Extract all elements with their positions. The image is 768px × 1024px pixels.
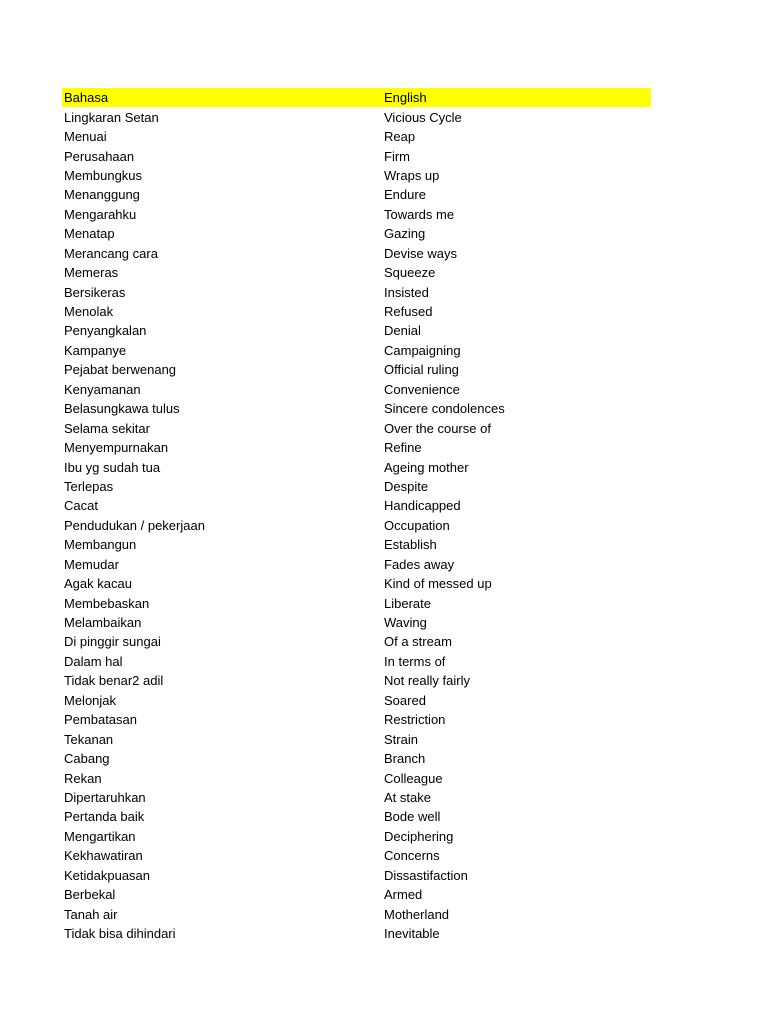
english-cell: Bode well	[384, 809, 441, 825]
bahasa-cell: Cabang	[64, 751, 110, 767]
english-cell: Handicapped	[384, 498, 461, 514]
english-cell: Not really fairly	[384, 673, 470, 689]
table-row	[62, 788, 651, 807]
table-row	[62, 846, 651, 865]
bahasa-cell: Menuai	[64, 129, 107, 145]
english-cell: Inevitable	[384, 926, 440, 942]
table-row	[62, 866, 651, 885]
english-cell: Branch	[384, 751, 426, 767]
bahasa-cell: Merancang cara	[64, 245, 158, 261]
table-row	[62, 360, 651, 379]
english-cell: Reap	[384, 129, 416, 145]
table-row	[62, 418, 651, 437]
bahasa-cell: Dalam hal	[64, 653, 123, 669]
english-cell: Refine	[384, 440, 422, 456]
bahasa-cell: Belasungkawa tulus	[64, 401, 180, 417]
bahasa-cell: Mengarahku	[64, 206, 137, 222]
bahasa-cell: Ibu yg sudah tua	[64, 459, 161, 475]
bahasa-cell: Memeras	[64, 265, 119, 281]
bahasa-cell: Pembatasan	[64, 712, 137, 728]
english-cell: At stake	[384, 789, 431, 805]
table-row	[62, 807, 651, 826]
bahasa-cell: Mengartikan	[64, 828, 136, 844]
english-cell: Squeeze	[384, 265, 436, 281]
bahasa-cell: Kampanye	[64, 342, 127, 358]
table-row	[62, 380, 651, 399]
bahasa-cell: Ketidakpuasan	[64, 867, 151, 883]
english-cell: Firm	[384, 148, 410, 164]
english-cell: Despite	[384, 478, 429, 494]
bahasa-cell: Melambaikan	[64, 615, 142, 631]
table-row	[62, 321, 651, 340]
english-cell: Devise ways	[384, 245, 457, 261]
table-body	[62, 107, 651, 943]
english-cell: Colleague	[384, 770, 443, 786]
bahasa-cell: Cacat	[64, 498, 98, 514]
english-cell: Soared	[384, 692, 426, 708]
bahasa-cell: Agak kacau	[64, 576, 132, 592]
english-cell: Over the course of	[384, 420, 491, 436]
table-row	[62, 749, 651, 768]
bahasa-cell: Pertanda baik	[64, 809, 145, 825]
table-row	[62, 729, 651, 748]
bahasa-cell: Terlepas	[64, 478, 114, 494]
table-row	[62, 438, 651, 457]
table-row	[62, 535, 651, 554]
english-cell: Waving	[384, 615, 427, 631]
bahasa-cell: Kekhawatiran	[64, 848, 143, 864]
table-row	[62, 652, 651, 671]
table-row	[62, 107, 651, 126]
table-row	[62, 516, 651, 535]
bahasa-cell: Menolak	[64, 304, 114, 320]
table-row	[62, 166, 651, 185]
table-row	[62, 555, 651, 574]
table-row	[62, 302, 651, 321]
header-bahasa: Bahasa	[64, 90, 109, 106]
table-row	[62, 341, 651, 360]
table-row	[62, 477, 651, 496]
bahasa-cell: Kenyamanan	[64, 381, 141, 397]
english-cell: Dissastifaction	[384, 867, 468, 883]
bahasa-cell: Perusahaan	[64, 148, 135, 164]
table-row	[62, 205, 651, 224]
bahasa-cell: Selama sekitar	[64, 420, 150, 436]
bahasa-cell: Tidak benar2 adil	[64, 673, 164, 689]
bahasa-cell: Menyempurnakan	[64, 440, 169, 456]
table-row	[62, 710, 651, 729]
bahasa-cell: Tekanan	[64, 731, 114, 747]
english-cell: Deciphering	[384, 828, 454, 844]
english-cell: Establish	[384, 537, 437, 553]
bahasa-cell: Membebaskan	[64, 595, 150, 611]
english-cell: Wraps up	[384, 167, 440, 183]
header-english: English	[384, 90, 427, 106]
table-header-row	[62, 88, 651, 107]
english-cell: Restriction	[384, 712, 446, 728]
english-cell: Official ruling	[384, 362, 459, 378]
english-cell: Gazing	[384, 226, 426, 242]
table-row	[62, 827, 651, 846]
table-row	[62, 671, 651, 690]
table-row	[62, 224, 651, 243]
english-cell: Endure	[384, 187, 426, 203]
table-row	[62, 263, 651, 282]
english-cell: Vicious Cycle	[384, 109, 462, 125]
bahasa-cell: Pejabat berwenang	[64, 362, 177, 378]
english-cell: Convenience	[384, 381, 460, 397]
table-row	[62, 185, 651, 204]
english-cell: Ageing mother	[384, 459, 469, 475]
bahasa-cell: Berbekal	[64, 887, 116, 903]
english-cell: Towards me	[384, 206, 455, 222]
english-cell: Motherland	[384, 906, 450, 922]
table-row	[62, 282, 651, 301]
bahasa-cell: Di pinggir sungai	[64, 634, 161, 650]
bahasa-cell: Melonjak	[64, 692, 117, 708]
english-cell: Occupation	[384, 517, 450, 533]
table-row	[62, 924, 651, 943]
bahasa-cell: Tanah air	[64, 906, 118, 922]
table-row	[62, 593, 651, 612]
english-cell: Concerns	[384, 848, 440, 864]
table-row	[62, 127, 651, 146]
english-cell: Campaigning	[384, 342, 461, 358]
english-cell: Liberate	[384, 595, 431, 611]
table-row	[62, 613, 651, 632]
english-cell: In terms of	[384, 653, 446, 669]
bahasa-cell: Menatap	[64, 226, 115, 242]
bahasa-cell: Penyangkalan	[64, 323, 147, 339]
table-row	[62, 146, 651, 165]
english-cell: Denial	[384, 323, 421, 339]
table-row	[62, 399, 651, 418]
bahasa-cell: Lingkaran Setan	[64, 109, 159, 125]
bahasa-cell: Membungkus	[64, 167, 143, 183]
english-cell: Kind of messed up	[384, 576, 492, 592]
english-cell: Fades away	[384, 556, 455, 572]
english-cell: Armed	[384, 887, 423, 903]
english-cell: Sincere condolences	[384, 401, 505, 417]
table-row	[62, 457, 651, 476]
table-row	[62, 632, 651, 651]
bahasa-cell: Pendudukan / pekerjaan	[64, 517, 205, 533]
bahasa-cell: Menanggung	[64, 187, 140, 203]
bahasa-cell: Membangun	[64, 537, 137, 553]
english-cell: Strain	[384, 731, 418, 747]
table-row	[62, 768, 651, 787]
english-cell: Insisted	[384, 284, 429, 300]
bahasa-cell: Bersikeras	[64, 284, 126, 300]
table-row	[62, 904, 651, 923]
bahasa-cell: Memudar	[64, 556, 119, 572]
english-cell: Of a stream	[384, 634, 452, 650]
bahasa-cell: Rekan	[64, 770, 102, 786]
english-cell: Refused	[384, 304, 433, 320]
table-row	[62, 574, 651, 593]
table-row	[62, 244, 651, 263]
bahasa-cell: Dipertaruhkan	[64, 789, 146, 805]
table-row	[62, 885, 651, 904]
table-row	[62, 691, 651, 710]
vocabulary-table	[62, 88, 651, 943]
bahasa-cell: Tidak bisa dihindari	[64, 926, 176, 942]
table-row	[62, 496, 651, 515]
